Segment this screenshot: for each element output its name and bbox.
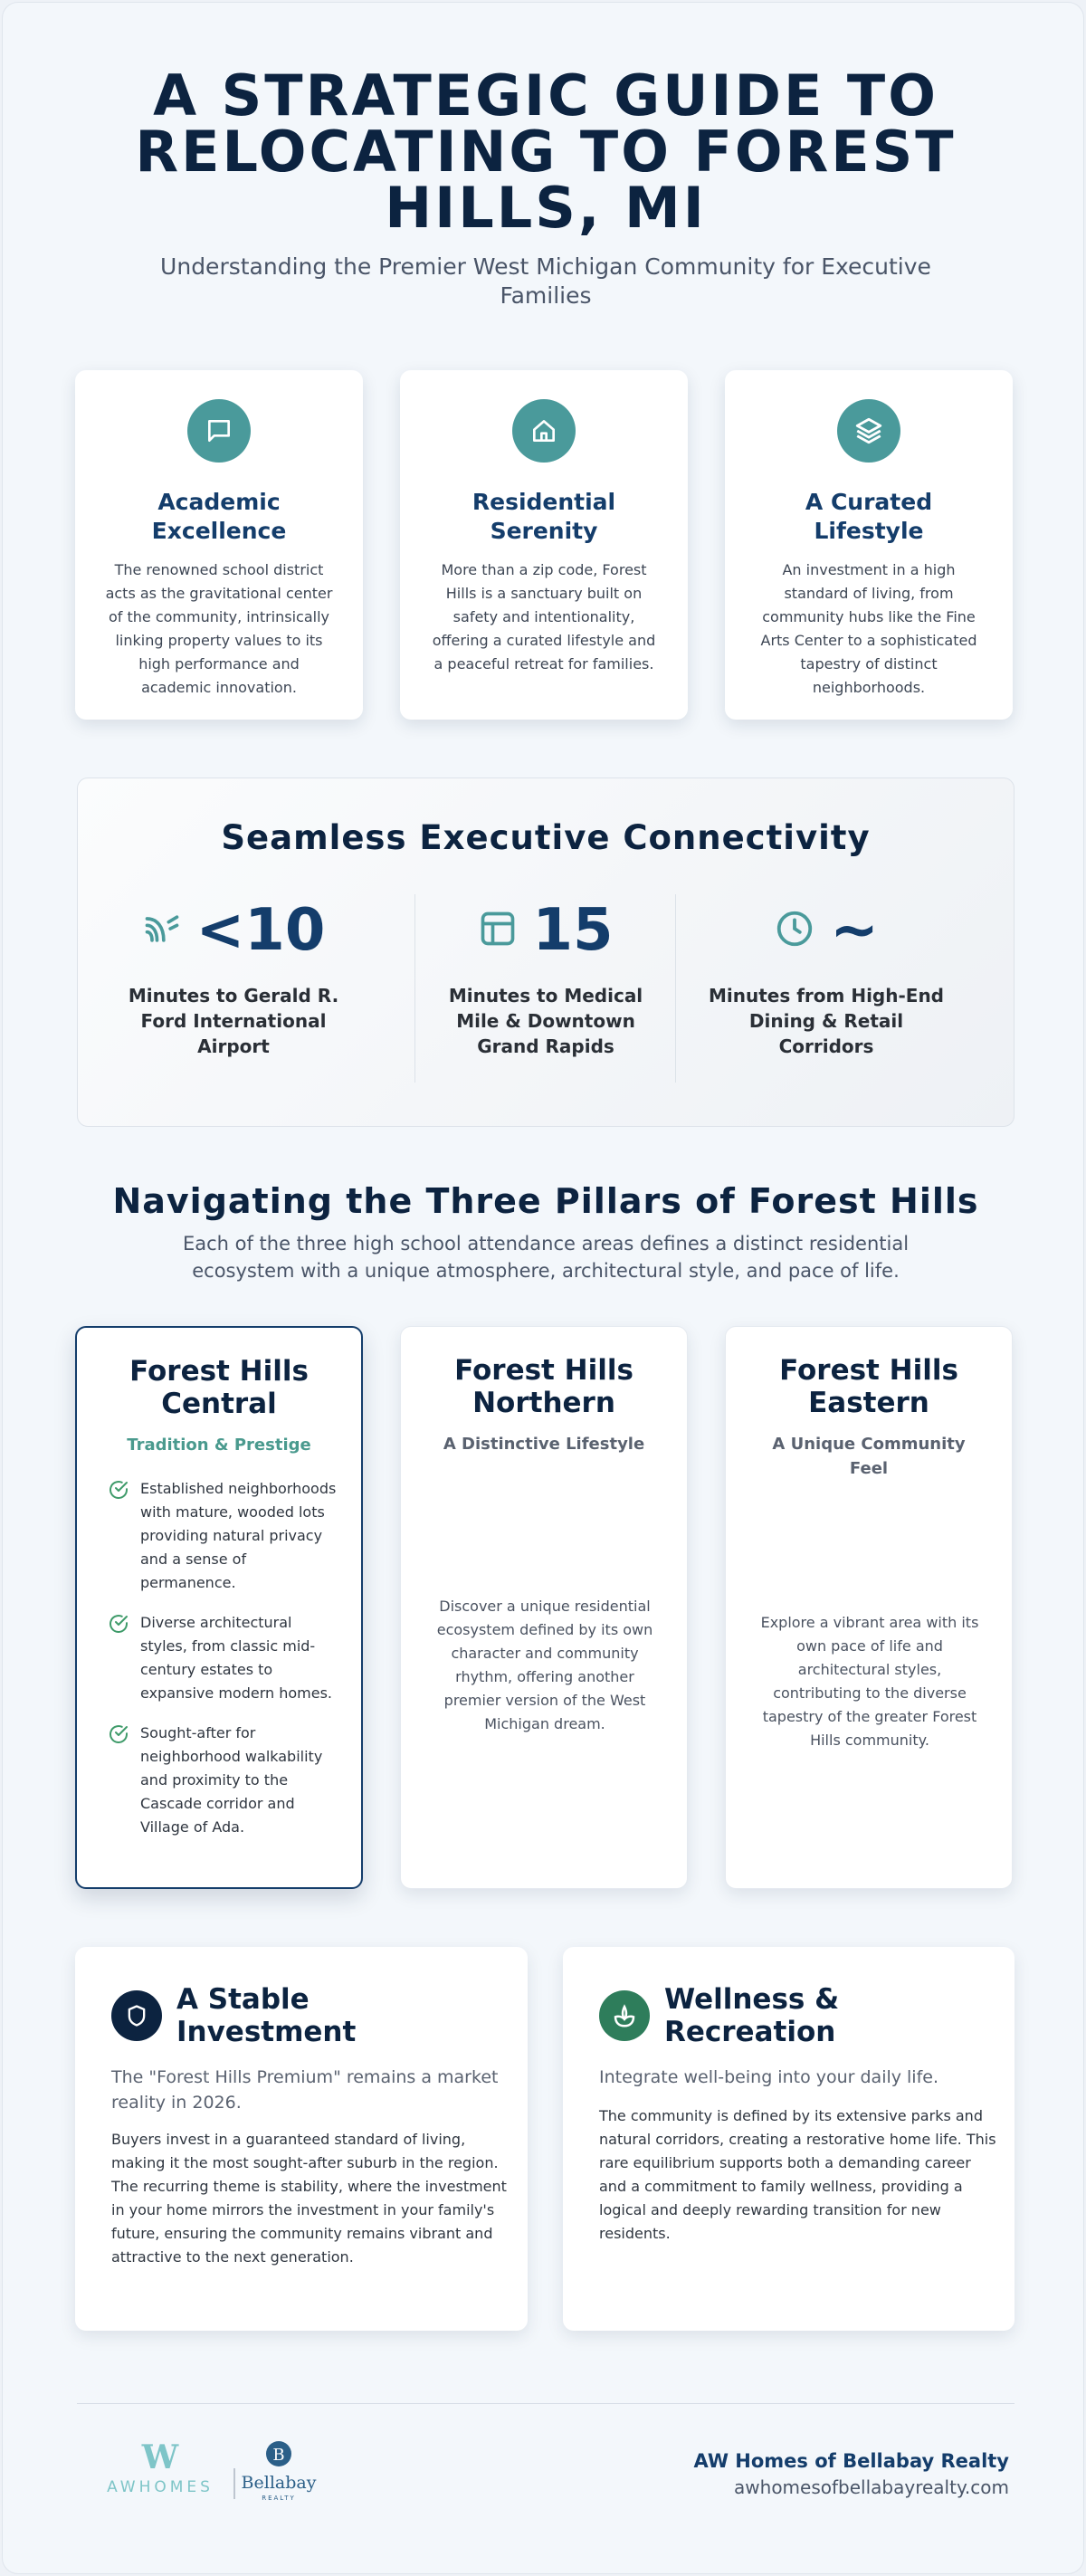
investment-title: A Stable Investment — [176, 1983, 357, 2048]
connectivity-panel — [77, 778, 1015, 1127]
leaf-icon — [599, 1990, 650, 2041]
wellness-card — [563, 1947, 1015, 2331]
pillar-title: Forest Hills Eastern — [779, 1354, 958, 1419]
stat-value: ~ — [830, 897, 879, 964]
wellness-title: Wellness & Recreation — [664, 1983, 840, 2048]
pillar-tagline: Tradition & Prestige — [127, 1436, 311, 1455]
footer-divider — [77, 2403, 1015, 2404]
svg-text:AWHOMES: AWHOMES — [107, 2478, 214, 2496]
page — [2, 2, 1084, 2574]
footer-logo — [93, 2438, 329, 2506]
page-title: A STRATEGIC GUIDE TO RELOCATING TO FOREST HILLS, MI — [135, 62, 957, 241]
investment-lead: The "Forest Hills Premium" remains a market reality in 2026. — [111, 2067, 499, 2113]
bullet-text: Established neighborhoods with mature, wooded lots providing natural privacy and a sense of permanence. — [140, 1480, 337, 1591]
clock-icon — [774, 908, 815, 953]
svg-text:B: B — [272, 2446, 285, 2465]
stat-value: <10 — [195, 897, 326, 964]
brand-logo-icon — [93, 2438, 329, 2506]
list-item — [108, 1722, 343, 1839]
stat-medical — [390, 894, 701, 1083]
wellness-body: The community is defined by its extensive parks and natural corridors, creating a restorative home life. This rare equilibrium supports both a demanding career and a commitment to family wellness, providing a logical and deeply rewarding transition for new residents. — [599, 2107, 996, 2242]
stat-label: Minutes to Gerald R. Ford International Airport — [128, 985, 339, 1057]
svg-text:Bellabay: Bellabay — [241, 2473, 317, 2493]
shield-icon — [111, 1990, 162, 2041]
connectivity-title: Seamless Executive Connectivity — [221, 818, 871, 857]
feature-title: Residential Serenity — [472, 489, 616, 544]
feature-card-academic — [75, 370, 363, 720]
svg-text:W: W — [141, 2438, 179, 2476]
feature-text: An investment in a high standard of living, from community hubs like the Fine Arts Center to a sophisticated tapestry of distinct neighborhoods. — [760, 561, 977, 696]
investment-body: Buyers invest in a guaranteed standard of living, making it the most sought-after suburb in the region. The recurring theme is stability, where the investment in your home mirrors the investment in your family's future, ensuring the community remains vibrant and attractive to the next generation. — [111, 2131, 507, 2266]
pillar-tagline: A Distinctive Lifestyle — [443, 1435, 645, 1454]
pillar-description: Explore a vibrant area with its own pace of life and architectural styles, contributing to the diverse tapestry of the greater Forest Hills community. — [760, 1614, 979, 1749]
wellness-lead: Integrate well-being into your daily life. — [599, 2067, 939, 2087]
feature-title: A Curated Lifestyle — [805, 489, 933, 544]
chat-square-icon — [187, 399, 251, 463]
list-item — [108, 1477, 343, 1595]
stat-value: 15 — [532, 897, 614, 964]
pillar-bullet-list — [108, 1477, 343, 1839]
pillar-description: Discover a unique residential ecosystem defined by its own character and community rhythm, offering another premier version of the West Michigan dream. — [436, 1598, 653, 1732]
pillar-card-northern[interactable] — [400, 1326, 688, 1889]
pillar-card-central[interactable] — [75, 1326, 363, 1889]
footer-website-link[interactable]: awhomesofbellabayrealty.com — [734, 2476, 1009, 2498]
feature-text: More than a zip code, Forest Hills is a sanctuary built on safety and intentionality, offering a curated lifestyle and a peaceful retreat for families. — [432, 561, 656, 673]
layers-icon — [837, 399, 900, 463]
pillars-subtitle: Each of the three high school attendance areas defines a distinct residential ecosystem with a unique atmosphere, architectural style, and pace of life. — [182, 1233, 910, 1282]
check-circle-icon — [108, 1479, 129, 1501]
bullet-text: Sought-after for neighborhood walkability and proximity to the Cascade corridor and Village of Ada. — [140, 1724, 323, 1836]
page-subtitle: Understanding the Premier West Michigan Community for Executive Families — [160, 253, 931, 309]
stat-label: Minutes to Medical Mile & Downtown Grand Rapids — [448, 985, 643, 1057]
pillar-title: Forest Hills Northern — [454, 1354, 634, 1419]
pillar-card-eastern[interactable] — [725, 1326, 1013, 1889]
investment-card — [75, 1947, 528, 2331]
check-circle-icon — [108, 1723, 129, 1745]
stat-airport — [78, 894, 389, 1083]
pillar-tagline: A Unique Community Feel — [772, 1435, 966, 1478]
feature-card-lifestyle — [725, 370, 1013, 720]
bullet-text: Diverse architectural styles, from classic mid-century estates to expansive modern homes. — [140, 1614, 332, 1702]
svg-text:REALTY: REALTY — [262, 2495, 296, 2502]
signal-waves-icon — [142, 909, 182, 952]
footer-company-name: AW Homes of Bellabay Realty — [693, 2450, 1009, 2472]
pillar-title: Forest Hills Central — [129, 1355, 309, 1420]
check-circle-icon — [108, 1613, 129, 1635]
list-item — [108, 1611, 343, 1705]
home-icon — [512, 399, 576, 463]
feature-text: The renowned school district acts as the gravitational center of the community, intrinsically linking property values to its high performance and academic innovation. — [105, 561, 333, 696]
pillars-title: Navigating the Three Pillars of Forest Hills — [112, 1181, 979, 1221]
layout-panel-icon — [478, 909, 518, 952]
feature-card-residential — [400, 370, 688, 720]
stat-label: Minutes from High-End Dining & Retail Corridors — [709, 985, 944, 1057]
feature-title: Academic Excellence — [151, 489, 287, 544]
stat-dining — [671, 894, 982, 1083]
